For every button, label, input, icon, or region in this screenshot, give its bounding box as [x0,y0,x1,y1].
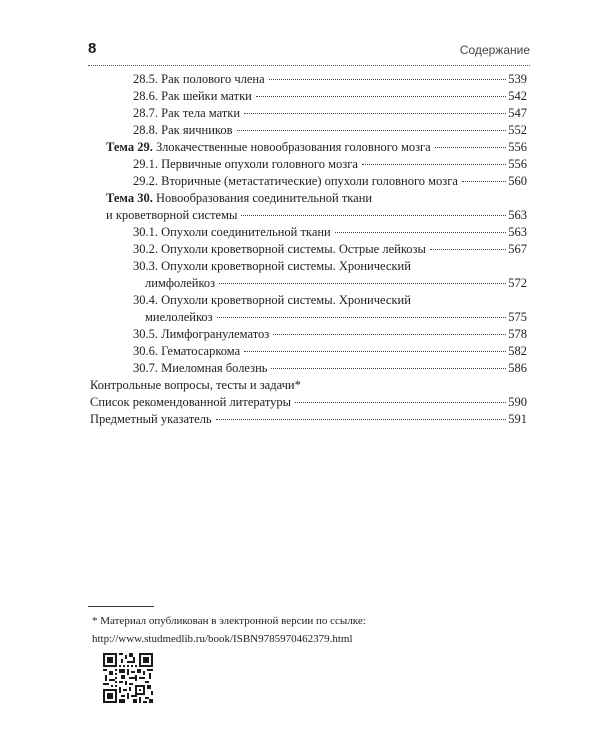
toc-entry-30-3[interactable]: 30.3. Опухоли кроветворной системы. Хронический [133,259,411,273]
leader-dots [217,317,507,318]
toc-entry-30-3-cont[interactable]: лимфолейкоз 572 [145,276,527,290]
leader-dots [241,215,506,216]
page-ref: 552 [508,123,527,137]
footnote [92,612,366,648]
leader-dots [244,113,506,114]
leader-dots [219,283,506,284]
footnote-rule [88,606,154,607]
leader-dots [269,79,507,80]
page-ref: 563 [508,225,527,239]
leader-dots [271,368,506,369]
toc-entry-29-2[interactable]: 29.2. Вторичные (метастатические) опухоли головного мозга 560 [133,174,527,188]
page-number: 8 [88,40,97,57]
leader-dots [237,130,507,131]
page-ref: 572 [508,276,527,290]
page-ref: 567 [508,242,527,256]
page-ref: 556 [508,157,527,171]
page-ref: 582 [508,344,527,358]
toc-entry-30-1[interactable]: 30.1. Опухоли соединительной ткани 563 [133,225,527,239]
page-ref: 547 [508,106,527,120]
page-ref: 586 [508,361,527,375]
leader-dots [462,181,506,182]
leader-dots [435,147,507,148]
page-ref: 590 [508,395,527,409]
toc-entry-control-questions[interactable]: Контрольные вопросы, тесты и задачи* [90,378,301,392]
toc-entry-28-5[interactable]: 28.5. Рак полового члена 539 [133,72,527,86]
leader-dots [335,232,507,233]
header-rule [88,65,530,66]
leader-dots [273,334,506,335]
toc-entry-30-4[interactable]: 30.4. Опухоли кроветворной системы. Хронический [133,293,411,307]
page-ref: 556 [508,140,527,154]
toc-entry-tema-30[interactable]: Тема 30. Новообразования соединительной ткани [106,191,373,205]
footnote-link[interactable]: http://www.studmedlib.ru/book/ISBN9785970462379.html [92,633,353,645]
toc-entry-28-7[interactable]: 28.7. Рак тела матки 547 [133,106,527,120]
toc-entry-subject-index[interactable]: Предметный указатель 591 [90,412,527,426]
toc-entry-literature[interactable]: Список рекомендованной литературы 590 [90,395,527,409]
toc-entry-tema-30-cont[interactable]: и кроветворной системы 563 [106,208,527,222]
page-ref: 560 [508,174,527,188]
toc-entry-30-2[interactable]: 30.2. Опухоли кроветворной системы. Острые лейкозы 567 [133,242,527,256]
page-ref: 575 [508,310,527,324]
toc-entry-29-1[interactable]: 29.1. Первичные опухоли головного мозга 556 [133,157,527,171]
toc-entry-tema-29[interactable]: Тема 29. Злокачественные новообразования головного мозга 556 [106,140,527,154]
leader-dots [295,402,506,403]
toc-entry-28-8[interactable]: 28.8. Рак яичников 552 [133,123,527,137]
leader-dots [430,249,506,250]
running-title: Содержание [459,43,530,57]
toc-entry-30-4-cont[interactable]: миелолейкоз 575 [145,310,527,324]
page-ref: 591 [508,412,527,426]
toc-entry-30-5[interactable]: 30.5. Лимфогранулематоз 578 [133,327,527,341]
page-ref: 563 [508,208,527,222]
leader-dots [256,96,506,97]
footnote-text: * Материал опубликован в электронной версии по ссылке: [92,615,366,627]
leader-dots [362,164,506,165]
leader-dots [244,351,506,352]
page-ref: 578 [508,327,527,341]
toc-entry-30-6[interactable]: 30.6. Гематосаркома 582 [133,344,527,358]
page-ref: 539 [508,72,527,86]
toc-entry-30-7[interactable]: 30.7. Миеломная болезнь 586 [133,361,527,375]
page-ref: 542 [508,89,527,103]
qr-code-icon[interactable] [103,653,153,703]
toc-entry-28-6[interactable]: 28.6. Рак шейки матки 542 [133,89,527,103]
leader-dots [216,419,507,420]
